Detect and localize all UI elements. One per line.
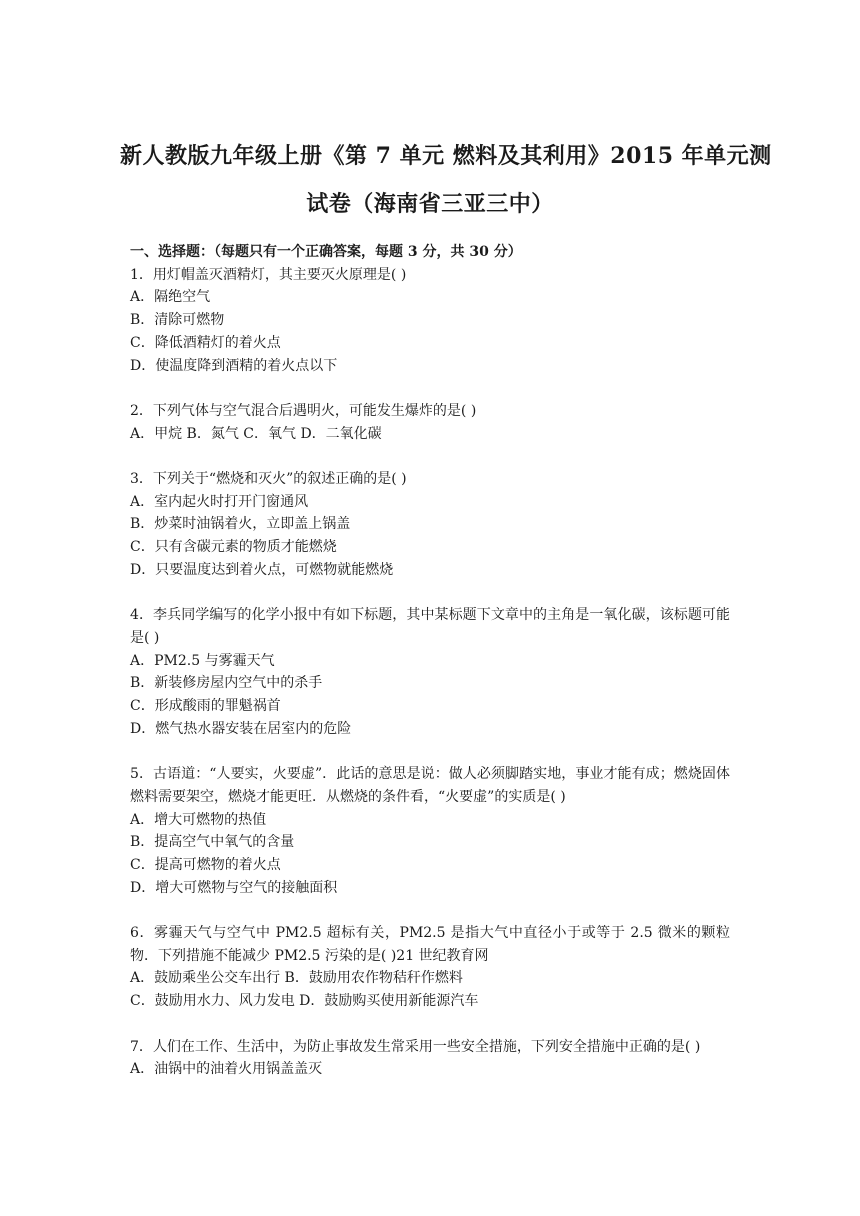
option-a: A．PM2.5 与雾霾天气 bbox=[130, 652, 275, 669]
question-7 bbox=[130, 1036, 730, 1081]
question-stem: 5．古语道：“人要实，火要虚”．此话的意思是说：做人必须脚踏实地，事业才能有成；燃烧固体燃料需要架空，燃烧才能更旺．从燃烧的条件看，“火要虚”的实质是( ) bbox=[130, 766, 730, 805]
option-line-ab: A．鼓励乘坐公交车出行 B．鼓励用农作物秸秆作燃料 bbox=[130, 970, 463, 987]
option-b: B．清除可燃物 bbox=[130, 312, 225, 329]
option-b: B．提高空气中氧气的含量 bbox=[130, 834, 295, 851]
question-stem: 6．雾霾天气与空气中 PM2.5 超标有关，PM2.5 是指大气中直径小于或等于 2.5 微米的颗粒物．下列措施不能减少 PM2.5 污染的是( )21 世纪教育网 bbox=[130, 925, 730, 964]
section-heading: 一、选择题：（每题只有一个正确答案，每题 3 分，共 30 分） bbox=[130, 244, 522, 260]
question-3 bbox=[130, 468, 730, 582]
option-d: D．燃气热水器安装在居室内的危险 bbox=[130, 720, 352, 737]
option-b: B．新装修房屋内空气中的杀手 bbox=[130, 675, 323, 692]
document-title bbox=[120, 132, 772, 228]
question-stem: 4．李兵同学编写的化学小报中有如下标题，其中某标题下文章中的主角是一氧化碳，该标题可能是( ) bbox=[130, 607, 730, 646]
question-5 bbox=[130, 763, 730, 899]
title-line-1: 新人教版九年级上册《第 7 单元 燃料及其利用》2015 年单元测 bbox=[120, 143, 772, 169]
option-d: D．只要温度达到着火点，可燃物就能燃烧 bbox=[130, 561, 394, 578]
option-a: A．油锅中的油着火用锅盖盖灭 bbox=[130, 1061, 323, 1078]
question-6 bbox=[130, 922, 730, 1013]
option-c: C．只有含碳元素的物质才能燃烧 bbox=[130, 539, 337, 556]
question-2 bbox=[130, 400, 730, 445]
option-c: C．形成酸雨的罪魁祸首 bbox=[130, 698, 281, 715]
option-line: A．甲烷 B．氮气 C．氧气 D．二氧化碳 bbox=[130, 425, 382, 442]
option-d: D．使温度降到酒精的着火点以下 bbox=[130, 357, 338, 374]
question-4 bbox=[130, 604, 730, 740]
option-b: B．炒菜时油锅着火，立即盖上锅盖 bbox=[130, 516, 351, 533]
option-a: A．隔绝空气 bbox=[130, 289, 211, 306]
option-line-cd: C．鼓励用水力、风力发电 D．鼓励购买使用新能源汽车 bbox=[130, 993, 479, 1010]
option-c: C．提高可燃物的着火点 bbox=[130, 856, 281, 873]
question-stem: 1．用灯帽盖灭酒精灯，其主要灭火原理是( ) bbox=[130, 266, 407, 283]
question-stem: 7．人们在工作、生活中，为防止事故发生常采用一些安全措施，下列安全措施中正确的是( ) bbox=[130, 1038, 701, 1055]
option-c: C．降低酒精灯的着火点 bbox=[130, 334, 281, 351]
question-1 bbox=[130, 264, 730, 378]
option-d: D．增大可燃物与空气的接触面积 bbox=[130, 879, 338, 896]
option-a: A．增大可燃物的热值 bbox=[130, 811, 267, 828]
title-line-2: 试卷（海南省三亚三中） bbox=[306, 191, 554, 217]
question-stem: 3．下列关于“燃烧和灭火”的叙述正确的是( ) bbox=[130, 471, 407, 487]
document-body bbox=[130, 241, 730, 1081]
option-a: A．室内起火时打开门窗通风 bbox=[130, 493, 309, 510]
question-stem: 2．下列气体与空气混合后遇明火，可能发生爆炸的是( ) bbox=[130, 402, 477, 419]
